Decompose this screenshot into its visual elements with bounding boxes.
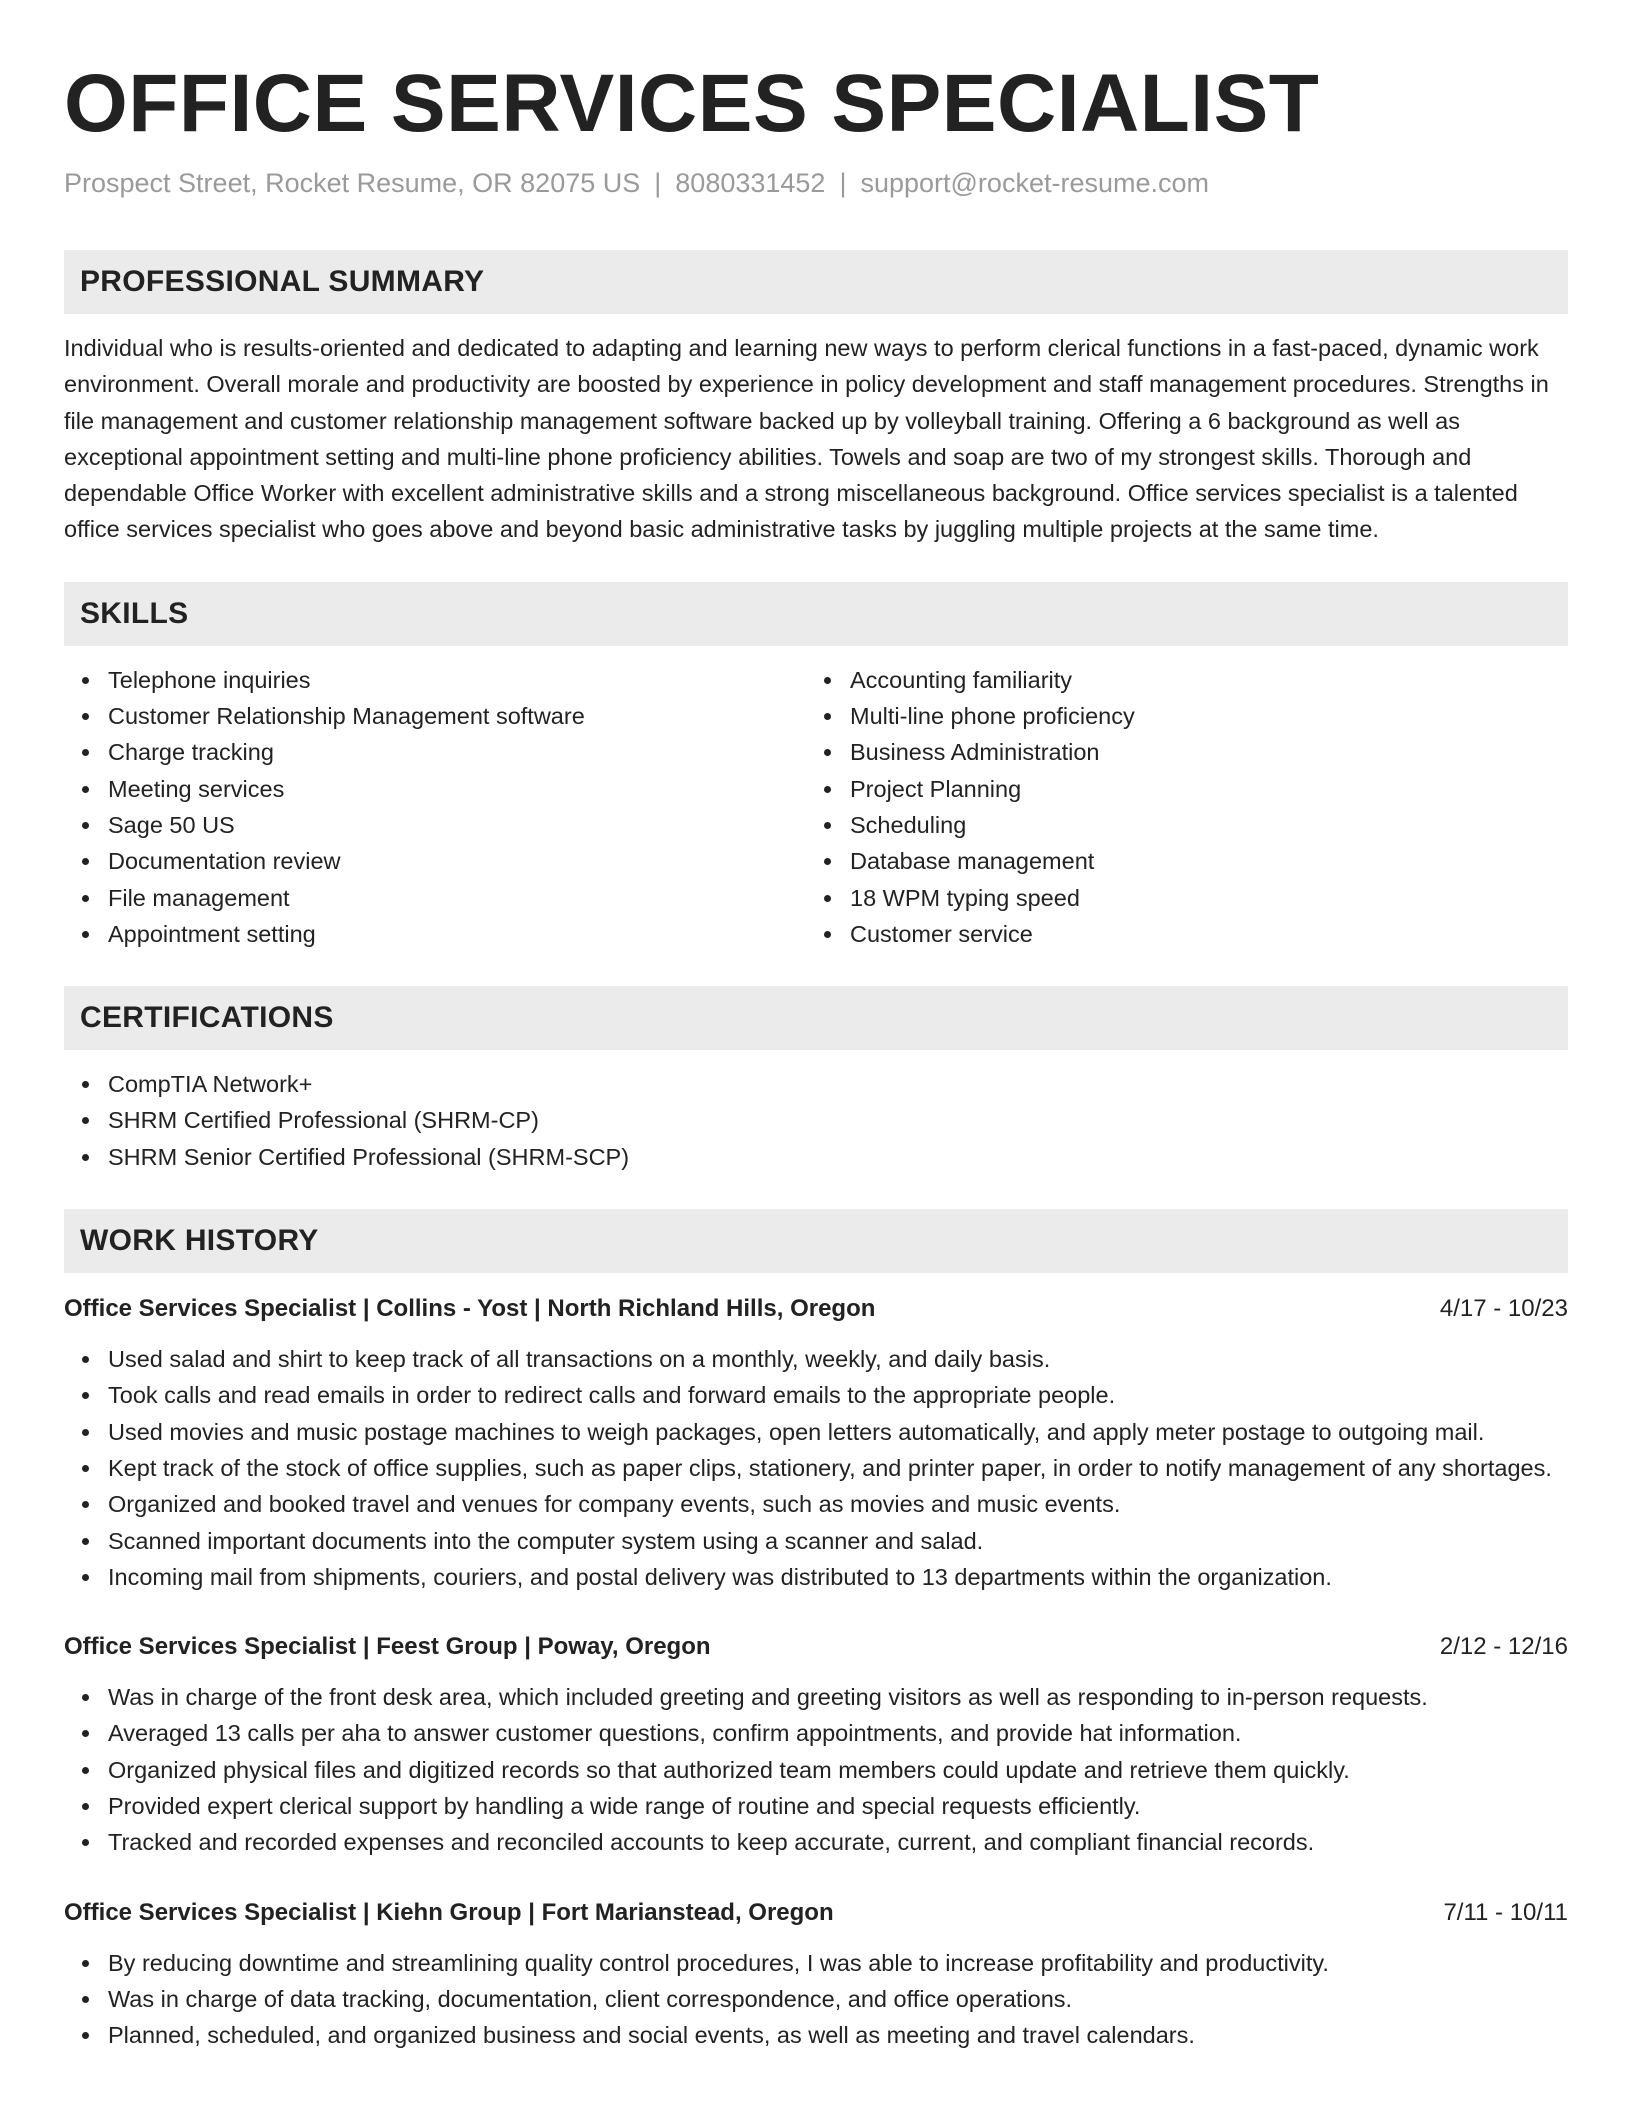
list-item: Project Planning xyxy=(806,771,1548,807)
job-bullets xyxy=(64,1945,1568,2054)
list-item: Customer Relationship Management software xyxy=(64,698,806,734)
section-header-certifications: CERTIFICATIONS xyxy=(64,986,1568,1050)
list-item: Planned, scheduled, and organized business and social events, as well as meeting and travel calendars. xyxy=(64,2017,1568,2053)
list-item: SHRM Senior Certified Professional (SHRM-SCP) xyxy=(64,1139,1568,1175)
list-item: Database management xyxy=(806,843,1548,879)
list-item: Multi-line phone proficiency xyxy=(806,698,1548,734)
list-item: Charge tracking xyxy=(64,734,806,770)
job-bullets xyxy=(64,1341,1568,1595)
list-item: Telephone inquiries xyxy=(64,662,806,698)
list-item: Accounting familiarity xyxy=(806,662,1548,698)
job-entry xyxy=(64,1629,1568,1860)
list-item: Customer service xyxy=(806,916,1548,952)
list-item: 18 WPM typing speed xyxy=(806,880,1548,916)
list-item: Used salad and shirt to keep track of all transactions on a monthly, weekly, and daily basis. xyxy=(64,1341,1568,1377)
list-item: Provided expert clerical support by handling a wide range of routine and special requests efficiently. xyxy=(64,1788,1568,1824)
job-title: Office Services Specialist | Kiehn Group | Fort Marianstead, Oregon xyxy=(64,1898,834,1926)
list-item: Incoming mail from shipments, couriers, and postal delivery was distributed to 13 departments within the organization. xyxy=(64,1559,1568,1595)
list-item: Tracked and recorded expenses and reconciled accounts to keep accurate, current, and compliant financial records. xyxy=(64,1824,1568,1860)
list-item: Kept track of the stock of office supplies, such as paper clips, stationery, and printer paper, in order to notify management of any shortages. xyxy=(64,1450,1568,1486)
summary-text: Individual who is results-oriented and dedicated to adapting and learning new ways to perform clerical functions in a fast-paced, dynamic work environment. Overall morale and productivity are boosted by experience in policy development and staff management procedures. Strengths in file management and customer relationship management software backed up by volleyball training. Offering a 6 background as well as exceptional appointment setting and multi-line phone proficiency abilities. Towels and soap are two of my strongest skills. Thorough and dependable Office Worker with excellent administrative skills and a strong miscellaneous background. Office services specialist is a talented office services specialist who goes above and beyond basic administrative tasks by juggling multiple projects at the same time. xyxy=(64,335,1549,543)
resume-page xyxy=(64,54,1568,2054)
contact-phone: 8080331452 xyxy=(675,168,826,198)
list-item: Averaged 13 calls per aha to answer customer questions, confirm appointments, and provide hat information. xyxy=(64,1715,1568,1751)
list-item: Scheduling xyxy=(806,807,1548,843)
job-dates: 4/17 - 10/23 xyxy=(1439,1295,1568,1323)
skills-columns xyxy=(64,662,1568,952)
contact-address: Prospect Street, Rocket Resume, OR 82075 US xyxy=(64,168,641,198)
skills-list-right xyxy=(806,662,1548,952)
list-item: Used movies and music postage machines to weigh packages, open letters automatically, and apply meter postage to outgoing mail. xyxy=(64,1414,1568,1450)
job-title: Office Services Specialist | Feest Group | Poway, Oregon xyxy=(64,1633,711,1661)
list-item: CompTIA Network+ xyxy=(64,1066,1568,1102)
certifications-list xyxy=(64,1066,1568,1175)
contact-separator: | xyxy=(654,168,662,198)
list-item: Scanned important documents into the computer system using a scanner and salad. xyxy=(64,1523,1568,1559)
list-item: Took calls and read emails in order to redirect calls and forward emails to the appropriate people. xyxy=(64,1377,1568,1413)
list-item: By reducing downtime and streamlining quality control procedures, I was able to increase profitability and productivity. xyxy=(64,1945,1568,1981)
job-dates: 2/12 - 12/16 xyxy=(1439,1633,1568,1661)
skills-list-left xyxy=(64,662,806,952)
list-item: Sage 50 US xyxy=(64,807,806,843)
contact-separator: | xyxy=(839,168,847,198)
list-item: Was in charge of the front desk area, which included greeting and greeting visitors as well as responding to in-person requests. xyxy=(64,1679,1568,1715)
job-title-row xyxy=(64,1291,1568,1327)
job-entry xyxy=(64,1291,1568,1595)
section-header-summary: PROFESSIONAL SUMMARY xyxy=(64,250,1568,314)
list-item: Documentation review xyxy=(64,843,806,879)
job-entry xyxy=(64,1895,1568,2054)
job-title: Office Services Specialist | Collins - Yost | North Richland Hills, Oregon xyxy=(64,1295,876,1323)
contact-line xyxy=(64,166,1568,200)
list-item: Organized physical files and digitized records so that authorized team members could update and retrieve them quickly. xyxy=(64,1752,1568,1788)
job-title-row xyxy=(64,1629,1568,1665)
contact-email: support@rocket-resume.com xyxy=(860,168,1209,198)
job-dates: 7/11 - 10/11 xyxy=(1443,1898,1568,1926)
list-item: File management xyxy=(64,880,806,916)
list-item: Organized and booked travel and venues for company events, such as movies and music events. xyxy=(64,1486,1568,1522)
list-item: Business Administration xyxy=(806,734,1548,770)
job-bullets xyxy=(64,1679,1568,1860)
list-item: Was in charge of data tracking, documentation, client correspondence, and office operations. xyxy=(64,1981,1568,2017)
list-item: Appointment setting xyxy=(64,916,806,952)
list-item: Meeting services xyxy=(64,771,806,807)
section-header-work-history: WORK HISTORY xyxy=(64,1209,1568,1273)
candidate-name: OFFICE SERVICES SPECIALIST xyxy=(64,58,1320,149)
job-title-row xyxy=(64,1895,1568,1931)
section-header-skills: SKILLS xyxy=(64,582,1568,646)
work-history-list xyxy=(64,1291,1568,2053)
list-item: SHRM Certified Professional (SHRM-CP) xyxy=(64,1102,1568,1138)
